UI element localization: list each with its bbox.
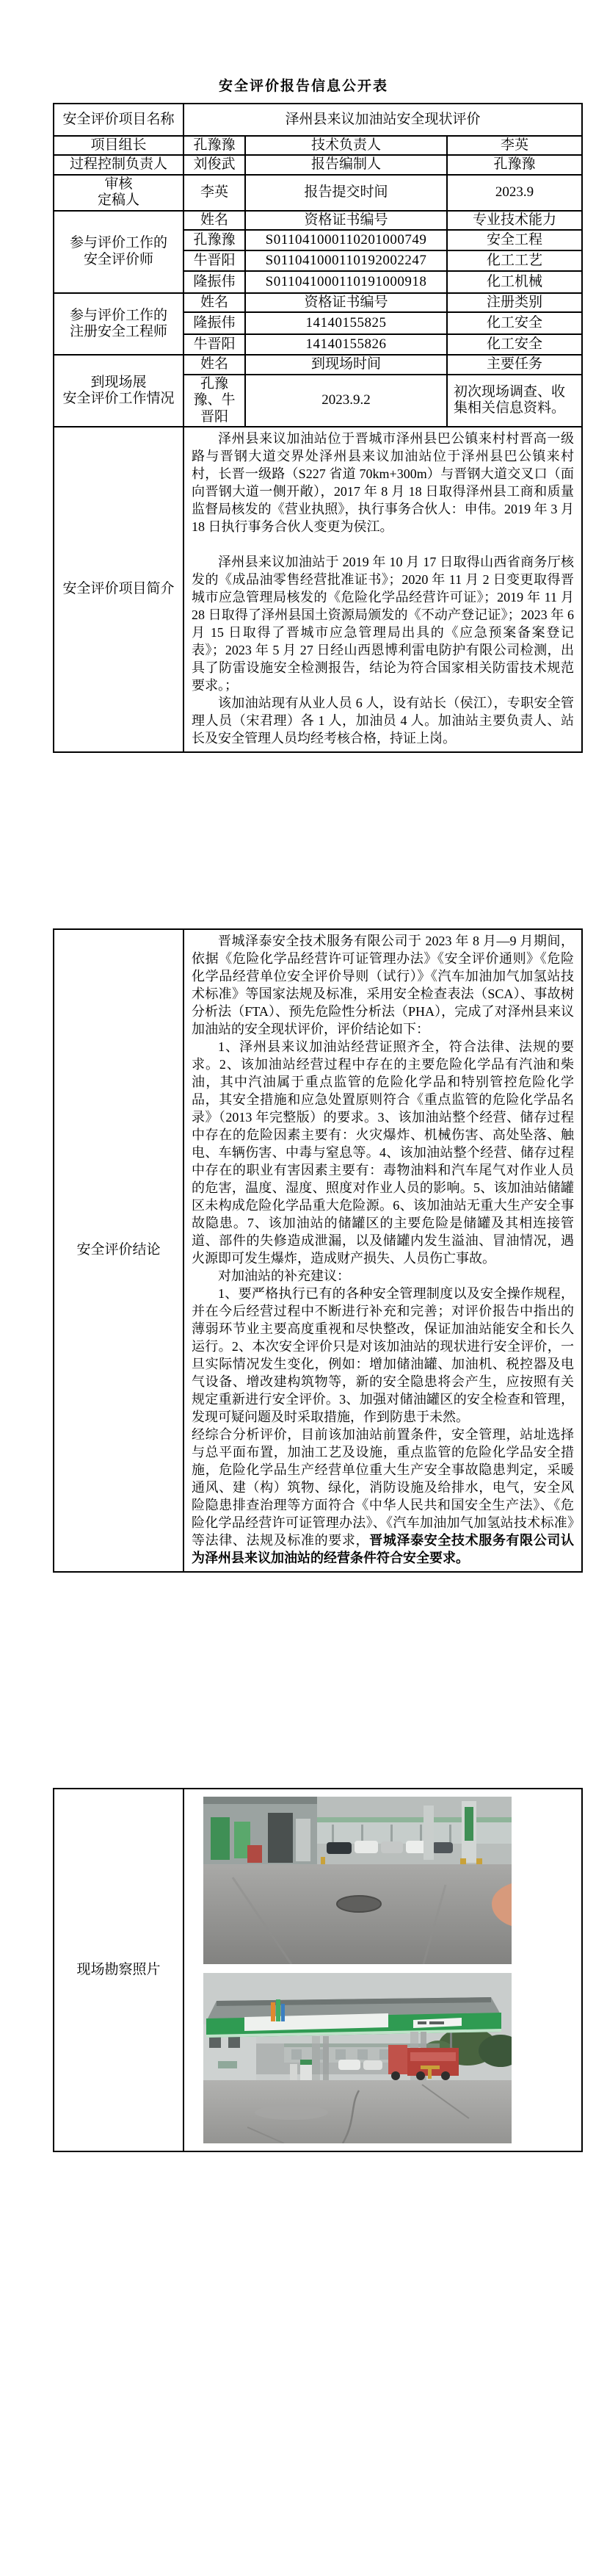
table-row bbox=[54, 355, 582, 374]
table-row bbox=[54, 929, 582, 1572]
leader-value: 孔豫豫 bbox=[183, 136, 245, 155]
conclusion-paragraph-3: 对加油站的补充建议： bbox=[218, 1269, 350, 1283]
engineers-group-label bbox=[54, 293, 183, 355]
writer-label: 报告编制人 bbox=[245, 155, 447, 174]
tech-label: 技术负责人 bbox=[245, 136, 447, 155]
photos-table bbox=[53, 1788, 581, 2152]
intro-paragraph-3: 该加油站现有从业人员 6 人，设有站长（侯江），专职安全管理人员（宋君理）各 1 人，加油员 4 人。加油站主要负责人、站长及安全管理人员均经考核合格，持证上岗。 bbox=[192, 696, 575, 746]
site-visit-header-name: 姓名 bbox=[183, 355, 245, 374]
conclusion-final-statement: 晋城泽泰安全技术服务有限公司认为泽州县来议加油站的经营条件符合安全要求。 bbox=[192, 1533, 575, 1565]
engineer-cert: 14140155826 bbox=[245, 334, 447, 355]
evaluator-name: 孔豫豫 bbox=[183, 230, 245, 250]
evaluators-group-line2: 安全评价师 bbox=[83, 251, 153, 267]
review-label-line1: 审核 bbox=[104, 176, 133, 192]
conclusion-paragraph-4: 1、要严格执行已有的各种安全管理制度以及安全操作规程，并在今后经营过程中不断进行补充和完善；对评价报告中指出的薄弱环节业主要高度重视和尽快整改，保证加油站能安全和长久运行。2、本次安全评价只是对该加油站的现状进行安全评价，一旦实际情况发生变化，例如：增加储油罐、加油机、税控器及电气设备、增改建构筑物等，新的安全隐患将会产生，应按照有关规定重新进行安全评价。3、加强对储油罐区的安全检查和管理，发现可疑问题及时采取措施，作到防患于未然。 bbox=[192, 1286, 574, 1424]
table-row bbox=[54, 136, 582, 155]
gas-station-forecourt-photo bbox=[203, 1797, 512, 1964]
site-visit-header-time: 到现场时间 bbox=[245, 355, 447, 374]
intro-paragraph-2: 泽州县来议加油站于 2019 年 10 月 17 日取得山西省商务厅核发的《成品油零售经营批准证书》；2020 年 11 月 2 日变更取得晋城市应急管理局核发的《危险化学品经营许可证》；2019 年 11 月 28 日取得了泽州县国土资源局颁发的《不动产登记证》；2023 年 6 月 15 日取得了晋城市应急管理局出具的《应急预案备案登记表》；2023 年 5 月 27 日经山西恩博利雷电防护有限公司检测，出具了防雷设施安全检测报告，结论为符合国家相关防雷技术规范要求。； bbox=[192, 555, 575, 693]
engineer-name: 牛晋阳 bbox=[183, 334, 245, 355]
gas-station-canopy-photo bbox=[203, 1973, 512, 2143]
evaluators-header-name: 姓名 bbox=[183, 211, 245, 230]
evaluators-header-skill: 专业技术能力 bbox=[447, 211, 582, 230]
review-label bbox=[54, 175, 183, 211]
conclusion-paragraph-1: 晋城泽泰安全技术服务有限公司于 2023 年 8 月—9 月期间，依据《危险化学品经营许可证管理办法》《安全评价通则》《危险化学品经营单位安全评价导则（试行）》《汽车加油加气加氢站技术标准》等国家法规及标准，采用安全检查表法（SCA）、事故树分析法（FTA）、预先危险性分析法（PHA），完成了对泽州县来议加油站的安全现状评价，评价结论如下： bbox=[192, 934, 574, 1036]
evaluator-name: 隆振伟 bbox=[183, 271, 245, 293]
evaluator-skill: 化工工艺 bbox=[447, 250, 582, 271]
evaluators-group-line1: 参与评价工作的 bbox=[69, 235, 167, 251]
evaluator-skill: 化工机械 bbox=[447, 271, 582, 293]
engineer-cert: 14140155825 bbox=[245, 312, 447, 334]
process-value: 刘俊武 bbox=[183, 155, 245, 174]
info-table bbox=[53, 103, 581, 753]
table-row bbox=[54, 427, 582, 752]
project-name-value: 泽州县来议加油站安全现状评价 bbox=[183, 104, 582, 136]
engineers-group-line2: 注册安全工程师 bbox=[69, 324, 167, 340]
evaluator-cert: S011041000110201000749 bbox=[245, 230, 447, 250]
intro-label: 安全评价项目简介 bbox=[54, 427, 183, 752]
site-visit-group-line2: 安全评价工作情况 bbox=[62, 391, 175, 407]
engineer-name: 隆振伟 bbox=[183, 312, 245, 334]
leader-label: 项目组长 bbox=[54, 136, 183, 155]
reviewer-value: 李英 bbox=[183, 175, 245, 211]
evaluators-header-cert: 资格证书编号 bbox=[245, 211, 447, 230]
site-visit-group-label bbox=[54, 355, 183, 427]
table-row bbox=[54, 155, 582, 174]
photos-cell bbox=[183, 1789, 582, 2151]
project-intro-cell bbox=[183, 427, 582, 752]
engineers-group-line1: 参与评价工作的 bbox=[69, 307, 167, 323]
site-visit-task: 初次现场调查、收集相关信息资料。 bbox=[447, 375, 582, 427]
engineer-type: 化工安全 bbox=[447, 312, 582, 334]
site-visit-group-line1: 到现场展 bbox=[90, 374, 147, 390]
table-row bbox=[54, 1789, 582, 2151]
engineers-header-type: 注册类别 bbox=[447, 293, 582, 312]
conclusion-cell bbox=[183, 929, 582, 1572]
submit-date: 2023.9 bbox=[447, 175, 582, 211]
evaluator-cert: S011041000110192002247 bbox=[245, 250, 447, 271]
photos-label: 现场勘察照片 bbox=[54, 1789, 183, 2151]
engineers-header-name: 姓名 bbox=[183, 293, 245, 312]
conclusion-label: 安全评价结论 bbox=[54, 929, 183, 1572]
process-label: 过程控制负责人 bbox=[54, 155, 183, 174]
evaluator-name: 牛晋阳 bbox=[183, 250, 245, 271]
review-label-line2: 定稿人 bbox=[97, 192, 139, 209]
intro-paragraph-1: 泽州县来议加油站位于晋城市泽州县巴公镇来村村晋高一级路与晋钢大道交界处泽州县来议加油站位于泽州县巴公镇来村村，长晋一级路（S227 省道 70km+300m）与晋钢大道交叉口（面向晋钢大道一侧开敞），2017 年 8 月 18 日取得泽州县工商和质量监督局核发的《营业执照》，执行事务合伙人：申伟。2019 年 3 月 18 日执行事务合伙人变更为侯江。 bbox=[192, 431, 575, 535]
engineer-type: 化工安全 bbox=[447, 334, 582, 355]
conclusion-summary-text: 经综合分析评价，目前该加油站前置条件，安全管理，站址选择与总平面布置，加油工艺及设施，重点监管的危险化学品安全措施，危险化学品生产经营单位重大生产安全事故隐患判定，采暖通风、建（构）筑物、绿化，消防设施及给排水，电气，安全风险隐患排查治理等方面符合《中华人民共和国安全生产法》、《危险化学品经营许可证管理办法》、《汽车加油加气加氢站技术标准》等法律、法规及标准的要求， bbox=[192, 1427, 574, 1548]
table-row bbox=[54, 293, 582, 312]
evaluator-cert: S011041000110191000918 bbox=[245, 271, 447, 293]
evaluator-skill: 安全工程 bbox=[447, 230, 582, 250]
writer-value: 孔豫豫 bbox=[447, 155, 582, 174]
conclusion-table bbox=[53, 928, 581, 1573]
conclusion-paragraph-5 bbox=[192, 1426, 574, 1567]
photo-stack bbox=[203, 1797, 512, 2143]
project-name-label: 安全评价项目名称 bbox=[54, 104, 183, 136]
site-visit-names: 孔豫豫、牛晋阳 bbox=[183, 375, 245, 427]
page-title: 安全评价报告信息公开表 bbox=[218, 79, 388, 94]
table-row bbox=[54, 175, 582, 211]
submit-label: 报告提交时间 bbox=[245, 175, 447, 211]
site-visit-time: 2023.9.2 bbox=[245, 375, 447, 427]
evaluators-group-label bbox=[54, 211, 183, 293]
site-visit-header-task: 主要任务 bbox=[447, 355, 582, 374]
conclusion-paragraph-2: 1、泽州县来议加油站经营证照齐全，符合法律、法规的要求。2、该加油站经营过程中存在的主要危险化学品有汽油和柴油，其中汽油属于重点监管的危险化学品和特别管控危险化学品，其安全措施和应急处置原则符合《重点监管的危险化学品名录》（2013 年完整版）的要求。3、该加油站整个经营、储存过程中存在的危险因素主要有：火灾爆炸、机械伤害、高处坠落、触电、车辆伤害、中毒与窒息等。4、该加油站整个经营、储存过程中存在的职业有害因素主要有：毒物油料和汽车尾气对作业人员的危害，温度、湿度、照度对作业人员的影响。5、该加油站储罐区未构成危险化学品重大危险源。6、该加油站无重大生产安全事故隐患。7、该加油站的储罐区的主要危险是储罐及其相连接管道、部件的失修造成泄漏，以及储罐内发生溢油、冒油情况，遇火源即可发生爆炸，造成财产损失、人员伤亡事故。 bbox=[192, 1039, 574, 1266]
table-row bbox=[54, 211, 582, 230]
engineers-header-cert: 资格证书编号 bbox=[245, 293, 447, 312]
tech-value: 李英 bbox=[447, 136, 582, 155]
table-row bbox=[54, 104, 582, 136]
